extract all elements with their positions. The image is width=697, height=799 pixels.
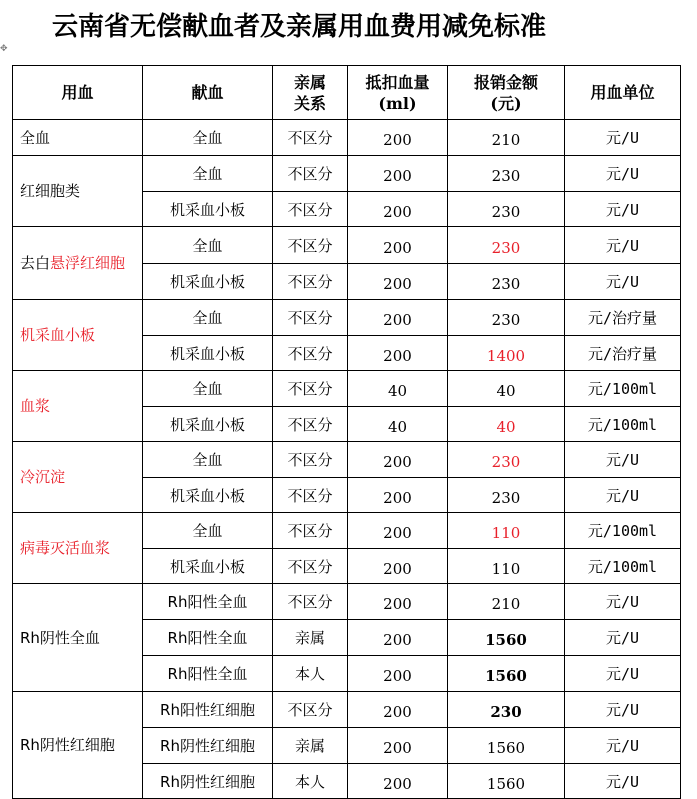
- header-deduct-label: 抵扣血量 (ml): [365, 72, 430, 113]
- relation-cell: 不区分: [273, 300, 348, 336]
- relation-cell: 不区分: [273, 692, 348, 728]
- unit-cell: 元/治疗量: [565, 300, 681, 336]
- donate-cell: 全血: [143, 300, 273, 336]
- table-row: [13, 371, 681, 407]
- amount-cell: 230: [448, 264, 565, 300]
- use-cell: 机采血小板: [13, 300, 143, 371]
- unit-cell: 元/U: [565, 584, 681, 620]
- relation-cell: 不区分: [273, 549, 348, 584]
- relation-cell: 本人: [273, 656, 348, 692]
- table-row: [13, 692, 681, 728]
- donate-cell: Rh阴性红细胞: [143, 764, 273, 799]
- relation-cell: 不区分: [273, 478, 348, 513]
- amount-cell: 40: [448, 407, 565, 442]
- unit-cell: 元/100ml: [565, 407, 681, 442]
- donate-cell: Rh阳性全血: [143, 620, 273, 656]
- donate-cell: 机采血小板: [143, 549, 273, 584]
- table-row: [13, 513, 681, 549]
- relation-cell: 本人: [273, 764, 348, 799]
- deduct-cell: 200: [348, 620, 448, 656]
- deduct-cell: 200: [348, 728, 448, 764]
- deduct-cell: 40: [348, 407, 448, 442]
- table-header-row: [13, 66, 681, 120]
- amount-cell: 1560: [448, 728, 565, 764]
- deduct-cell: 200: [348, 120, 448, 156]
- relation-cell: 不区分: [273, 227, 348, 264]
- header-amount-label: 报销金额 (元): [473, 72, 538, 113]
- amount-cell: 1400: [448, 336, 565, 371]
- amount-cell: 230: [448, 478, 565, 513]
- relation-cell: 不区分: [273, 120, 348, 156]
- amount-cell: 230: [448, 227, 565, 264]
- deduct-cell: 200: [348, 264, 448, 300]
- unit-cell: 元/治疗量: [565, 336, 681, 371]
- unit-cell: 元/U: [565, 192, 681, 227]
- amount-cell: 230: [448, 300, 565, 336]
- amount-cell: 230: [448, 692, 565, 728]
- amount-cell: 110: [448, 549, 565, 584]
- deduct-cell: 200: [348, 764, 448, 799]
- relation-cell: 不区分: [273, 336, 348, 371]
- use-cell: 冷沉淀: [13, 442, 143, 513]
- donate-cell: 机采血小板: [143, 407, 273, 442]
- relation-cell: 不区分: [273, 513, 348, 549]
- header-deduct: [348, 66, 448, 120]
- amount-cell: 230: [448, 442, 565, 478]
- unit-cell: 元/U: [565, 764, 681, 799]
- table-row: [13, 300, 681, 336]
- unit-cell: 元/100ml: [565, 371, 681, 407]
- amount-cell: 230: [448, 192, 565, 227]
- relation-cell: 不区分: [273, 264, 348, 300]
- donate-cell: Rh阳性全血: [143, 656, 273, 692]
- amount-cell: 230: [448, 156, 565, 192]
- relation-cell: 不区分: [273, 407, 348, 442]
- donate-cell: 全血: [143, 513, 273, 549]
- amount-cell: 110: [448, 513, 565, 549]
- donate-cell: 全血: [143, 156, 273, 192]
- deduct-cell: 200: [348, 584, 448, 620]
- header-unit: 用血单位: [565, 66, 681, 120]
- header-relation: [273, 66, 348, 120]
- page-title: 云南省无偿献血者及亲属用血费用减免标准: [52, 12, 547, 42]
- header-donate: 献血: [143, 66, 273, 120]
- unit-cell: 元/U: [565, 478, 681, 513]
- relation-cell: 不区分: [273, 192, 348, 227]
- use-cell: 红细胞类: [13, 156, 143, 227]
- relation-cell: 不区分: [273, 371, 348, 407]
- donate-cell: 机采血小板: [143, 264, 273, 300]
- deduct-cell: 200: [348, 656, 448, 692]
- relation-cell: 亲属: [273, 728, 348, 764]
- use-cell: 血浆: [13, 371, 143, 442]
- unit-cell: 元/U: [565, 442, 681, 478]
- deduct-cell: 200: [348, 478, 448, 513]
- deduct-cell: 200: [348, 227, 448, 264]
- donate-cell: 机采血小板: [143, 478, 273, 513]
- donate-cell: 全血: [143, 371, 273, 407]
- move-handle-icon[interactable]: ✥: [0, 44, 8, 54]
- donate-cell: Rh阳性红细胞: [143, 692, 273, 728]
- unit-cell: 元/U: [565, 264, 681, 300]
- unit-cell: 元/100ml: [565, 549, 681, 584]
- table-row: [13, 156, 681, 192]
- unit-cell: 元/U: [565, 692, 681, 728]
- unit-cell: 元/U: [565, 656, 681, 692]
- use-cell: 全血: [13, 120, 143, 156]
- deduct-cell: 200: [348, 442, 448, 478]
- donate-cell: 全血: [143, 227, 273, 264]
- unit-cell: 元/U: [565, 156, 681, 192]
- deduct-cell: 40: [348, 371, 448, 407]
- amount-cell: 40: [448, 371, 565, 407]
- relation-cell: 不区分: [273, 584, 348, 620]
- amount-cell: 1560: [448, 656, 565, 692]
- unit-cell: 元/100ml: [565, 513, 681, 549]
- table-row: [13, 584, 681, 620]
- relation-cell: 不区分: [273, 156, 348, 192]
- donate-cell: 全血: [143, 120, 273, 156]
- deduct-cell: 200: [348, 156, 448, 192]
- use-cell: 病毒灭活血浆: [13, 513, 143, 584]
- use-cell: [13, 227, 143, 300]
- amount-cell: 1560: [448, 764, 565, 799]
- use-cell: Rh阴性红细胞: [13, 692, 143, 799]
- deduct-cell: 200: [348, 549, 448, 584]
- header-amount: [448, 66, 565, 120]
- unit-cell: 元/U: [565, 728, 681, 764]
- relation-cell: 亲属: [273, 620, 348, 656]
- deduct-cell: 200: [348, 513, 448, 549]
- relation-cell: 不区分: [273, 442, 348, 478]
- donate-cell: 全血: [143, 442, 273, 478]
- use-cell: Rh阴性全血: [13, 584, 143, 692]
- fee-table: [12, 65, 681, 799]
- donate-cell: 机采血小板: [143, 192, 273, 227]
- deduct-cell: 200: [348, 336, 448, 371]
- amount-cell: 210: [448, 584, 565, 620]
- donate-cell: 机采血小板: [143, 336, 273, 371]
- table-row: [13, 227, 681, 264]
- amount-cell: 1560: [448, 620, 565, 656]
- use-name-prefix: 去白: [20, 254, 51, 272]
- header-relation-label: 亲属 关系: [293, 72, 326, 113]
- unit-cell: 元/U: [565, 227, 681, 264]
- unit-cell: 元/U: [565, 120, 681, 156]
- table-row: [13, 442, 681, 478]
- deduct-cell: 200: [348, 300, 448, 336]
- deduct-cell: 200: [348, 192, 448, 227]
- unit-cell: 元/U: [565, 620, 681, 656]
- table-row: [13, 120, 681, 156]
- amount-cell: 210: [448, 120, 565, 156]
- donate-cell: Rh阳性全血: [143, 584, 273, 620]
- header-use: 用血: [13, 66, 143, 120]
- deduct-cell: 200: [348, 692, 448, 728]
- use-name-highlight: 悬浮红细胞: [50, 254, 126, 272]
- donate-cell: Rh阴性红细胞: [143, 728, 273, 764]
